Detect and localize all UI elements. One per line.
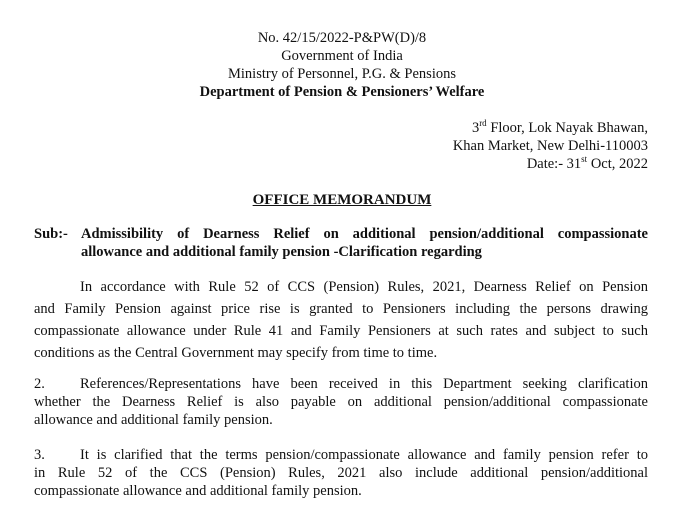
para3-number: 3. xyxy=(34,447,45,463)
para1-line3: compassionate allowance under Rule 41 and Family Pensioners at such rates and subject to such xyxy=(34,323,648,339)
subject-line-2: allowance and additional family pension -Clarification regarding xyxy=(81,244,482,260)
subject-line-1 xyxy=(34,225,648,243)
memo-date xyxy=(527,155,648,173)
date-prefix: Date:- 31 xyxy=(526,156,582,172)
para2-line3: allowance and additional family pension. xyxy=(34,412,273,428)
para2-line2: whether the Dearness Relief is also payable on additional pension/additional compassionate xyxy=(34,394,648,410)
para3-line1: It is clarified that the terms pension/compassionate allowance and family pension refer to xyxy=(80,447,648,463)
address-line-2: Khan Market, New Delhi-110003 xyxy=(452,138,648,154)
para1-line1: In accordance with Rule 52 of CCS (Pension) Rules, 2021, Dearness Relief on Pension xyxy=(80,279,648,295)
para3-line3: compassionate allowance and additional family pension. xyxy=(34,483,362,499)
para1-line2: and Family Pension against price rise is granted to Pensioners including the persons drawing xyxy=(34,301,648,317)
para2-number: 2. xyxy=(34,376,45,392)
department-name: Department of Pension & Pensioners’ Welfare xyxy=(199,84,485,100)
government-name: Government of India xyxy=(281,48,403,64)
subject-label: Sub:- xyxy=(34,226,68,242)
para1-line4: conditions as the Central Government may specify from time to time. xyxy=(34,345,438,361)
subject-text-1: Admissibility of Dearness Relief on additional pension/additional compassionate xyxy=(81,226,648,242)
date-superscript: st xyxy=(581,154,588,164)
reference-number: No. 42/15/2022-P&PW(D)/8 xyxy=(257,30,427,46)
address-line-1 xyxy=(472,119,648,137)
date-rest: Oct, 2022 xyxy=(587,156,648,172)
memo-title-text: OFFICE MEMORANDUM xyxy=(252,192,432,208)
para3-line2: in Rule 52 of the CCS (Pension) Rules, 2021 also include additional pension/additional xyxy=(34,465,648,481)
ministry-name: Ministry of Personnel, P.G. & Pensions xyxy=(228,66,456,82)
floor-superscript: rd xyxy=(479,118,487,128)
memo-title xyxy=(0,191,684,209)
para2-line1: References/Representations have been received in this Department seeking clarification xyxy=(80,376,648,392)
floor-number: 3 xyxy=(471,120,480,136)
floor-rest: Floor, Lok Nayak Bhawan, xyxy=(486,120,648,136)
